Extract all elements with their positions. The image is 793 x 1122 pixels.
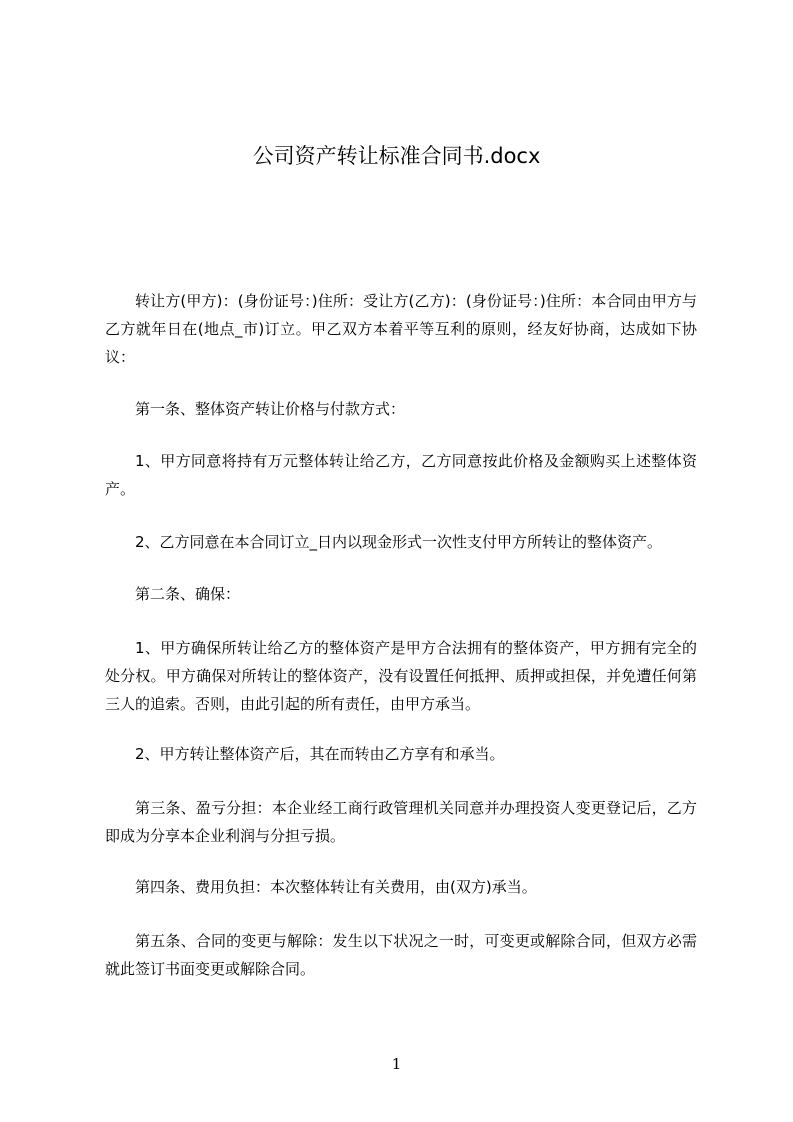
paragraph-text: 2、甲方转让整体资产后，其在而转由乙方享有和承当。 — [135, 745, 505, 763]
paragraph-text: 第四条、费用负担：本次整体转让有关费用，由(双方)承当。 — [135, 878, 537, 896]
paragraph-text: 2、乙方同意在本合同订立_日内以现金形式一次性支付甲方所转让的整体资产。 — [135, 533, 663, 551]
paragraph-text: 第三条、盈亏分担：本企业经工商行政管理机关同意并办理投资人变更登记后，乙方即成为分享本企业利润与分担亏损。 — [105, 799, 697, 845]
paragraph-article-2-item-1 — [105, 634, 697, 718]
paragraph-article-4 — [105, 873, 697, 901]
paragraph-text: 第一条、整体资产转让价格与付款方式： — [135, 400, 406, 418]
page-number: 1 — [391, 1055, 402, 1073]
paragraph-article-5 — [105, 927, 697, 983]
document-title: 公司资产转让标准合同书.docx — [252, 144, 541, 168]
paragraph-article-1-item-1 — [105, 447, 697, 503]
paragraph-article-2-item-2 — [105, 740, 697, 768]
paragraph-text: 第五条、合同的变更与解除：发生以下状况之一时，可变更或解除合同，但双方必需就此签订书面变更或解除合同。 — [105, 932, 697, 978]
paragraph-text: 第二条、确保： — [135, 585, 241, 603]
paragraph-article-3 — [105, 794, 697, 850]
paragraph-article-1-heading — [105, 395, 697, 423]
paragraph-text: 1、甲方确保所转让给乙方的整体资产是甲方合法拥有的整体资产，甲方拥有完全的处分权。甲方确保对所转让的整体资产，没有设置任何抵押、质押或担保，并免遭任何第三人的追索。否则，由此引起的所有责任，由甲方承当。 — [105, 639, 697, 713]
paragraph-article-1-item-2 — [105, 528, 697, 556]
paragraph-parties — [105, 287, 697, 371]
paragraph-text: 1、甲方同意将持有万元整体转让给乙方，乙方同意按此价格及金额购买上述整体资产。 — [105, 452, 697, 498]
paragraph-article-2-heading — [105, 580, 697, 608]
paragraph-text: 转让方(甲方)：(身份证号：)住所：受让方(乙方)：(身份证号：)住所：本合同由甲方与乙方就年日在(地点_市)订立。甲乙双方本着平等互利的原则，经友好协商，达成如下协议： — [105, 292, 697, 366]
